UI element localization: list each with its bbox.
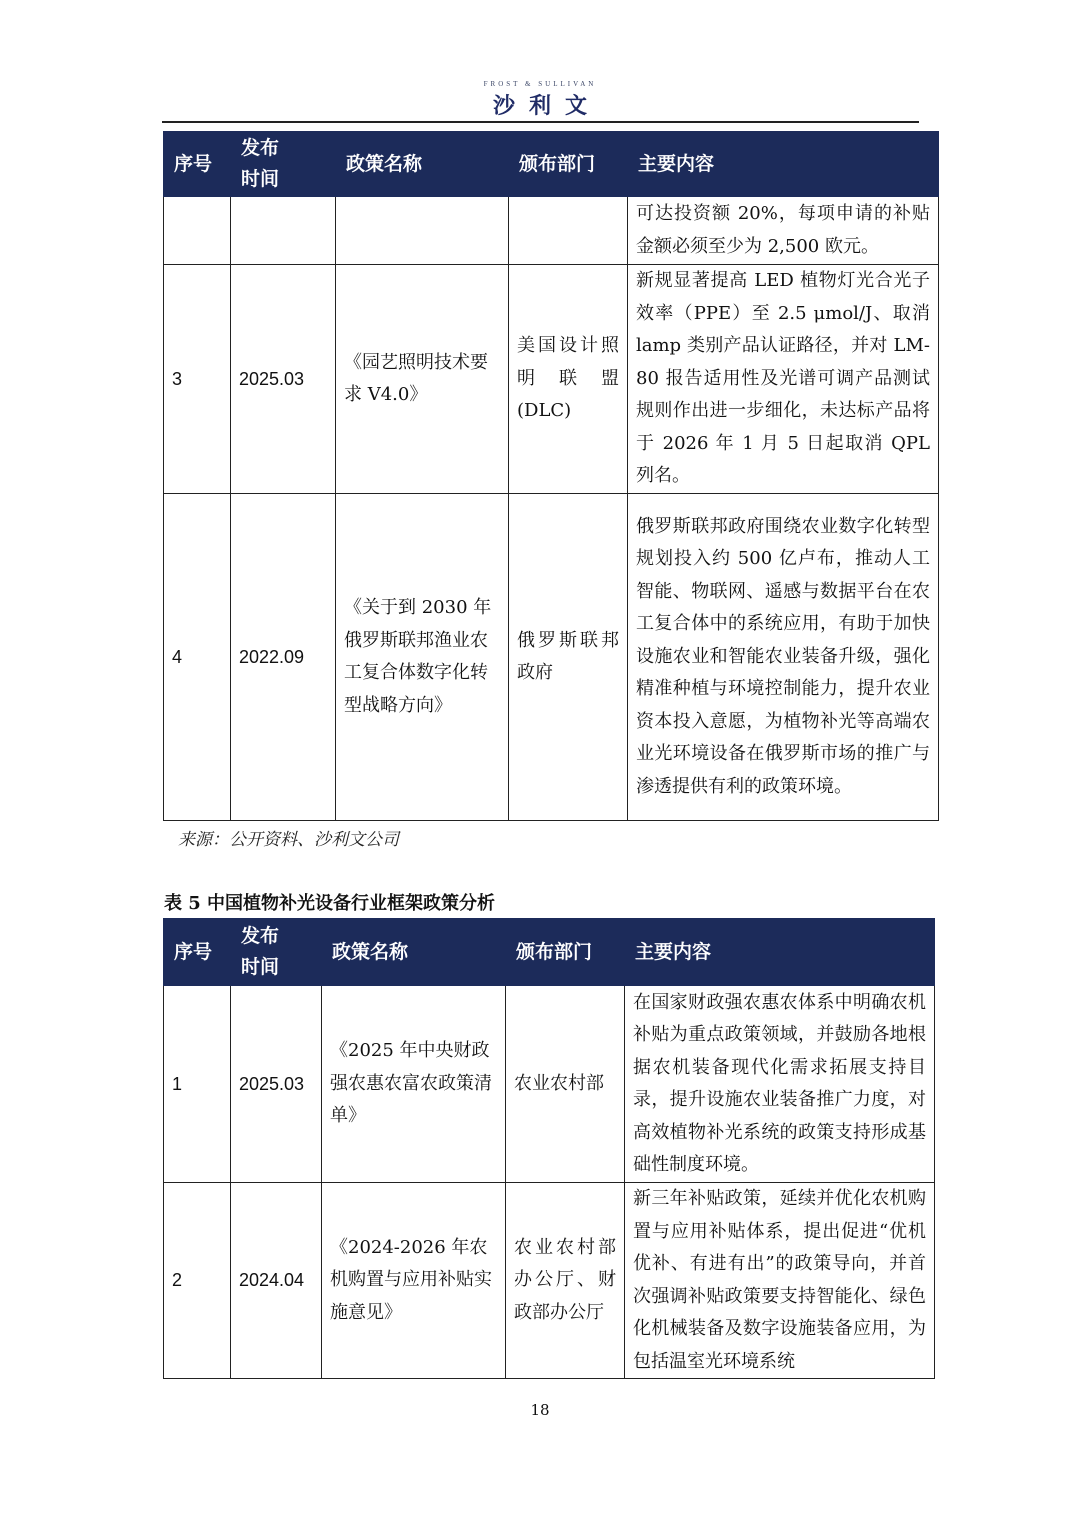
table-row (164, 986, 935, 1183)
logo-english-text: FROST & SULLIVAN (483, 80, 597, 88)
row-num: 1 (164, 986, 231, 1183)
table-row (164, 494, 939, 821)
row-policy-name: 《关于到 2030 年俄罗斯联邦渔业农工复合体数字化转型战略方向》 (336, 494, 509, 821)
china-policy-table (163, 918, 935, 1379)
header-name: 政策名称 (322, 919, 506, 986)
row-num: 3 (164, 265, 231, 494)
table-row (164, 1183, 935, 1379)
row-num: 2 (164, 1183, 231, 1379)
row-content: 新规显著提高 LED 植物灯光合光子效率（PPE）至 2.5 μmol/J、取消 lamp 类别产品认证路径，并对 LM-80 报告适用性及光谱可调产品测试规则作出进一步细化，未达标产品将于 2026 年 1 月 5 日起取消 QPL 列名。 (628, 265, 939, 494)
table-row (164, 197, 939, 265)
row-dept (509, 197, 628, 265)
policy-table-continued (163, 131, 939, 821)
table-header-row (164, 919, 935, 986)
row-dept: 农业农村部 (506, 986, 625, 1183)
header-rule (162, 121, 919, 123)
table-row (164, 265, 939, 494)
row-content: 在国家财政强农惠农体系中明确农机补贴为重点政策领域，并鼓励各地根据农机装备现代化需求拓展支持目录，提升设施农业装备推广力度，对高效植物补光系统的政策支持形成基础性制度环境。 (625, 986, 935, 1183)
header-date: 发布 时间 (231, 132, 336, 197)
row-dept: 俄罗斯联邦政府 (509, 494, 628, 821)
logo-chinese-text: 沙利文 (492, 94, 601, 119)
row-num: 4 (164, 494, 231, 821)
row-policy-name (336, 197, 509, 265)
row-content: 可达投资额 20%，每项申请的补贴金额必须至少为 2,500 欧元。 (628, 197, 939, 265)
row-date: 2022.09 (231, 494, 336, 821)
page-number: 18 (530, 1401, 550, 1419)
row-policy-name: 《2024-2026 年农机购置与应用补贴实施意见》 (322, 1183, 506, 1379)
table-header-row (164, 132, 939, 197)
row-policy-name: 《2025 年中央财政强农惠农富农政策清单》 (322, 986, 506, 1183)
header-date: 发布 时间 (231, 919, 322, 986)
row-date: 2024.04 (231, 1183, 322, 1379)
row-num (164, 197, 231, 265)
header-content: 主要内容 (625, 919, 935, 986)
frost-sullivan-logo (0, 80, 1080, 120)
header-num: 序号 (164, 132, 231, 197)
row-dept: 农业农村部办公厅、财政部办公厅 (506, 1183, 625, 1379)
row-date: 2025.03 (231, 986, 322, 1183)
row-dept: 美国设计照明联盟 (DLC) (509, 265, 628, 494)
row-content: 新三年补贴政策，延续并优化农机购置与应用补贴体系，提出促进“优机优补、有进有出”的政策导向，并首次强调补贴政策要支持智能化、绿色化机械装备及数字设施装备应用，为包括温室光环境系统 (625, 1183, 935, 1379)
row-date: 2025.03 (231, 265, 336, 494)
header-num: 序号 (164, 919, 231, 986)
header-content: 主要内容 (628, 132, 939, 197)
row-date (231, 197, 336, 265)
row-content: 俄罗斯联邦政府围绕农业数字化转型规划投入约 500 亿卢布，推动人工智能、物联网、遥感与数据平台在农工复合体中的系统应用，有助于加快设施农业和智能农业装备升级，强化精准种植与环境控制能力，提升农业资本投入意愿，为植物补光等高端农业光环境设备在俄罗斯市场的推广与渗透提供有利的政策环境。 (628, 494, 939, 821)
header-dept: 颁布部门 (506, 919, 625, 986)
header-name: 政策名称 (336, 132, 509, 197)
table-caption: 表 5 中国植物补光设备行业框架政策分析 (164, 893, 496, 914)
table-source-note: 来源：公开资料、沙利文公司 (178, 830, 399, 850)
row-policy-name: 《园艺照明技术要求 V4.0》 (336, 265, 509, 494)
header-dept: 颁布部门 (509, 132, 628, 197)
